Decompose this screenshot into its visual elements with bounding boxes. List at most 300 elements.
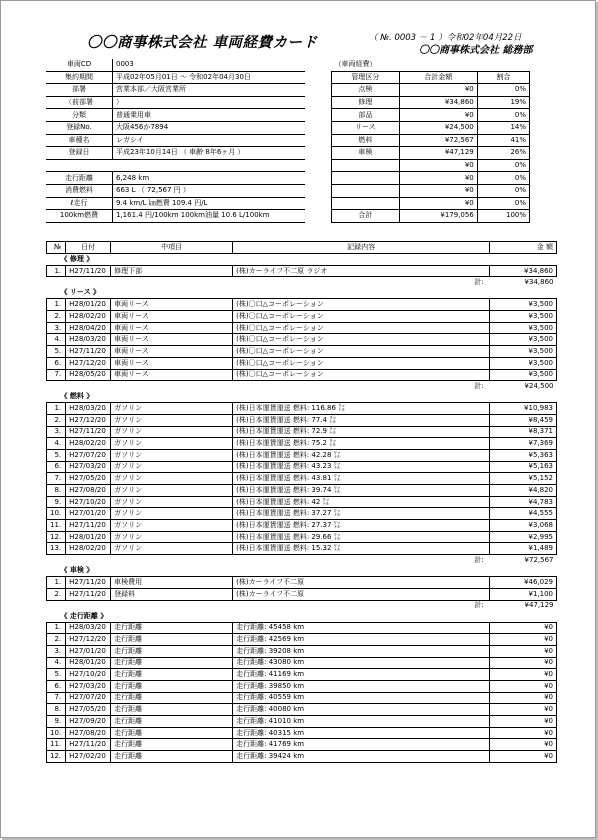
- row-date: H28/01/20: [66, 657, 111, 669]
- row-number: 5.: [47, 346, 66, 358]
- row-description: (株)カーライフ不二原 ラジオ: [233, 265, 490, 277]
- row-description: (株)日本運賃運送 燃料: 27.37 ㍑: [233, 520, 490, 532]
- expense-ratio: 0%: [477, 159, 529, 172]
- column-header: 中項目: [111, 242, 233, 254]
- column-header: 記録内容: [233, 242, 490, 254]
- detail-row: [47, 414, 557, 426]
- row-item: ガソリン: [111, 531, 233, 543]
- row-amount: ¥0: [490, 692, 557, 704]
- row-amount: ¥3,500: [490, 369, 557, 381]
- section-header-row: [47, 611, 557, 623]
- detail-row: [47, 739, 557, 751]
- row-amount: ¥3,068: [490, 520, 557, 532]
- expense-amount: ¥0: [399, 109, 477, 122]
- row-amount: ¥1,489: [490, 543, 557, 555]
- detail-row: [47, 369, 557, 381]
- row-date: H27/12/20: [66, 357, 111, 369]
- expense-header-row: [332, 71, 530, 84]
- expense-category: 修理: [332, 96, 400, 109]
- usage-value: 663 L （ 72,567 円 ）: [113, 184, 306, 197]
- row-item: 走行距離: [111, 751, 233, 763]
- expense-row: [332, 96, 530, 109]
- row-description: (株)日本運賃運送 燃料: 29.66 ㍑: [233, 531, 490, 543]
- row-amount: ¥5,152: [490, 473, 557, 485]
- info-row: [46, 71, 305, 84]
- row-number: 1.: [47, 299, 66, 311]
- usage-row: [46, 210, 305, 223]
- info-value: ）: [113, 96, 306, 109]
- detail-row: [47, 485, 557, 497]
- row-date: H27/02/20: [66, 751, 111, 763]
- info-label: 車両CD: [46, 59, 113, 71]
- row-description: 走行距離: 45458 km: [233, 622, 490, 634]
- column-header: 管理区分: [332, 71, 400, 84]
- expense-category: [332, 159, 400, 172]
- expense-total-row: [332, 210, 530, 223]
- detail-row: [47, 577, 557, 589]
- row-item: ガソリン: [111, 438, 233, 450]
- expense-ratio: 26%: [477, 147, 529, 160]
- info-value: 0003: [113, 59, 306, 71]
- row-date: H27/08/20: [66, 727, 111, 739]
- expense-row: [332, 159, 530, 172]
- expense-ratio: 0%: [477, 184, 529, 197]
- row-number: 4.: [47, 334, 66, 346]
- vehicle-info-table: [46, 59, 305, 223]
- row-date: H28/02/20: [66, 543, 111, 555]
- row-date: H27/07/20: [66, 692, 111, 704]
- row-number: 1.: [47, 265, 66, 277]
- info-label: 分類: [46, 109, 113, 122]
- row-description: (株)日本運賃運送 燃料: 75.2 ㍑: [233, 438, 490, 450]
- subtotal-label: 計:: [474, 277, 484, 286]
- expense-amount: ¥0: [399, 84, 477, 97]
- row-item: ガソリン: [111, 508, 233, 520]
- expense-caption: （車両経費）: [334, 60, 377, 69]
- row-number: 3.: [47, 426, 66, 438]
- row-item: ガソリン: [111, 543, 233, 555]
- row-number: 2.: [47, 588, 66, 600]
- row-amount: ¥0: [490, 751, 557, 763]
- row-date: H27/10/20: [66, 669, 111, 681]
- subtotal-amount: ¥72,567: [524, 555, 554, 564]
- section-title: 《 走行距離 》: [60, 611, 108, 620]
- info-row: [46, 84, 305, 97]
- row-number: 3.: [47, 645, 66, 657]
- row-amount: ¥0: [490, 739, 557, 751]
- row-date: H27/11/20: [66, 265, 111, 277]
- expense-amount: ¥34,860: [399, 96, 477, 109]
- row-description: 走行距離: 40559 km: [233, 692, 490, 704]
- row-number: 6.: [47, 357, 66, 369]
- info-label: 登録日: [46, 147, 113, 160]
- row-amount: ¥0: [490, 645, 557, 657]
- section-title: 《 車検 》: [60, 566, 94, 575]
- row-number: 5.: [47, 669, 66, 681]
- detail-row: [47, 299, 557, 311]
- row-description: 走行距離: 39208 km: [233, 645, 490, 657]
- row-date: H28/02/20: [66, 311, 111, 323]
- usage-row: [46, 172, 305, 185]
- detail-row: [47, 426, 557, 438]
- detail-row: [47, 473, 557, 485]
- column-header: 合計金額: [399, 71, 477, 84]
- row-number: 8.: [47, 485, 66, 497]
- detail-row: [47, 543, 557, 555]
- column-header: 金 額: [490, 242, 557, 254]
- row-number: 12.: [47, 751, 66, 763]
- subtotal-amount: ¥47,129: [524, 601, 554, 609]
- row-item: ガソリン: [111, 449, 233, 461]
- row-date: H27/11/20: [66, 588, 111, 600]
- row-item: 車両リース: [111, 299, 233, 311]
- expense-ratio: 0%: [477, 172, 529, 185]
- info-row: [46, 59, 305, 71]
- row-date: H28/05/20: [66, 369, 111, 381]
- row-number: 2.: [47, 634, 66, 646]
- expense-caption-row: [332, 59, 530, 71]
- row-number: 10.: [47, 727, 66, 739]
- info-label: 車種名: [46, 134, 113, 147]
- expense-category: [332, 172, 400, 185]
- row-description: (株)日本運賃運送 燃料: 39.74 ㍑: [233, 485, 490, 497]
- detail-row: [47, 751, 557, 763]
- detail-row: [47, 622, 557, 634]
- detail-row: [47, 438, 557, 450]
- row-description: 走行距離: 40315 km: [233, 727, 490, 739]
- info-row: [46, 121, 305, 134]
- row-description: (株)日本運賃運送 燃料: 43.23 ㍑: [233, 461, 490, 473]
- info-row: [46, 134, 305, 147]
- detail-row: [47, 704, 557, 716]
- row-date: H27/11/20: [66, 520, 111, 532]
- row-amount: ¥3,500: [490, 334, 557, 346]
- info-value: 営業本部／大阪営業所: [113, 84, 306, 97]
- expense-category: 車検: [332, 147, 400, 160]
- row-date: H28/02/20: [66, 438, 111, 450]
- row-item: 走行距離: [111, 704, 233, 716]
- row-item: ガソリン: [111, 461, 233, 473]
- expense-row: [332, 84, 530, 97]
- section-header-row: [47, 253, 557, 265]
- row-number: 4.: [47, 438, 66, 450]
- detail-row: [47, 716, 557, 728]
- info-value: レガシイ: [113, 134, 306, 147]
- row-description: (株)〇口△コーポレーション: [233, 346, 490, 358]
- row-date: H27/01/20: [66, 645, 111, 657]
- section-header-row: [47, 287, 557, 299]
- detail-row: [47, 727, 557, 739]
- row-amount: ¥10,983: [490, 403, 557, 415]
- row-item: 走行距離: [111, 622, 233, 634]
- expense-row: [332, 109, 530, 122]
- row-date: H27/11/20: [66, 577, 111, 589]
- total-ratio: 100%: [477, 210, 529, 223]
- row-item: ガソリン: [111, 426, 233, 438]
- row-number: 12.: [47, 531, 66, 543]
- row-item: 車両リース: [111, 334, 233, 346]
- row-description: (株)〇口△コーポレーション: [233, 311, 490, 323]
- detail-row: [47, 645, 557, 657]
- expense-ratio: 41%: [477, 134, 529, 147]
- row-number: 3.: [47, 322, 66, 334]
- expense-summary-table: [331, 59, 530, 223]
- section-header-row: [47, 565, 557, 577]
- row-date: H27/10/20: [66, 496, 111, 508]
- section-title: 《 修理 》: [60, 254, 94, 263]
- row-amount: ¥4,783: [490, 496, 557, 508]
- row-date: H27/03/20: [66, 680, 111, 692]
- detail-row: [47, 657, 557, 669]
- row-item: ガソリン: [111, 403, 233, 415]
- usage-label: 100km燃費: [46, 210, 113, 223]
- row-date: H27/12/20: [66, 634, 111, 646]
- row-date: H27/05/20: [66, 704, 111, 716]
- row-description: 走行距離: 39850 km: [233, 680, 490, 692]
- row-date: H28/03/20: [66, 334, 111, 346]
- page-title: 〇〇商事株式会社 車両経費カード: [87, 35, 318, 51]
- row-amount: ¥3,500: [490, 322, 557, 334]
- row-item: ガソリン: [111, 414, 233, 426]
- info-label: 登録No.: [46, 121, 113, 134]
- row-item: 車両リース: [111, 369, 233, 381]
- row-amount: ¥0: [490, 727, 557, 739]
- info-value: 大阪456か7894: [113, 121, 306, 134]
- row-amount: ¥8,459: [490, 414, 557, 426]
- expense-amount: ¥72,567: [399, 134, 477, 147]
- spacer-row: [47, 762, 557, 768]
- row-description: 走行距離: 40080 km: [233, 704, 490, 716]
- row-description: 走行距離: 41169 km: [233, 669, 490, 681]
- row-amount: ¥5,363: [490, 449, 557, 461]
- expense-category: [332, 197, 400, 210]
- row-amount: ¥3,500: [490, 357, 557, 369]
- row-item: 走行距離: [111, 716, 233, 728]
- expense-category: リース: [332, 121, 400, 134]
- detail-row: [47, 508, 557, 520]
- detail-row: [47, 520, 557, 532]
- row-item: 車両リース: [111, 311, 233, 323]
- row-amount: ¥5,163: [490, 461, 557, 473]
- row-date: H28/01/20: [66, 531, 111, 543]
- row-amount: ¥0: [490, 704, 557, 716]
- row-number: 4.: [47, 657, 66, 669]
- expense-category: 点検: [332, 84, 400, 97]
- detail-row: [47, 265, 557, 277]
- usage-value: 9.4 km/L ㎞燃費 109.4 円/L: [113, 197, 306, 210]
- row-item: ガソリン: [111, 485, 233, 497]
- row-number: 11.: [47, 520, 66, 532]
- row-date: H27/01/20: [66, 508, 111, 520]
- section-subtotal-row: [47, 555, 557, 566]
- section-header-row: [47, 391, 557, 403]
- row-amount: ¥46,029: [490, 577, 557, 589]
- usage-row: [46, 184, 305, 197]
- row-description: (株)〇口△コーポレーション: [233, 357, 490, 369]
- expense-ratio: 14%: [477, 121, 529, 134]
- row-amount: ¥3,500: [490, 299, 557, 311]
- row-number: 1.: [47, 577, 66, 589]
- row-item: 走行距離: [111, 680, 233, 692]
- row-number: 13.: [47, 543, 66, 555]
- expense-row: [332, 134, 530, 147]
- row-date: H27/12/20: [66, 414, 111, 426]
- detail-row: [47, 322, 557, 334]
- row-date: H28/03/20: [66, 622, 111, 634]
- subtotal-amount: ¥24,500: [524, 381, 554, 390]
- row-number: 9.: [47, 496, 66, 508]
- row-item: 登録料: [111, 588, 233, 600]
- expense-ratio: 19%: [477, 96, 529, 109]
- row-description: (株)カーライフ不二原: [233, 577, 490, 589]
- detail-row: [47, 346, 557, 358]
- row-amount: ¥34,860: [490, 265, 557, 277]
- expense-amount: ¥0: [399, 184, 477, 197]
- row-description: (株)〇口△コーポレーション: [233, 322, 490, 334]
- row-date: H27/11/20: [66, 739, 111, 751]
- detail-row: [47, 588, 557, 600]
- row-description: (株)〇口△コーポレーション: [233, 299, 490, 311]
- detail-table: [46, 241, 557, 768]
- section-subtotal-row: [47, 381, 557, 392]
- row-description: (株)日本運賃運送 燃料: 42 ㍑: [233, 496, 490, 508]
- expense-ratio: 0%: [477, 84, 529, 97]
- row-description: (株)日本運賃運送 燃料: 42.28 ㍑: [233, 449, 490, 461]
- row-number: 1.: [47, 403, 66, 415]
- section-subtotal-row: [47, 600, 557, 611]
- expense-ratio: 0%: [477, 197, 529, 210]
- detail-row: [47, 311, 557, 323]
- row-description: (株)日本運賃運送 燃料: 15.32 ㍑: [233, 543, 490, 555]
- detail-header-row: [47, 242, 557, 254]
- row-description: (株)日本運賃運送 燃料: 72.9 ㍑: [233, 426, 490, 438]
- detail-row: [47, 531, 557, 543]
- total-label: 合計: [332, 210, 400, 223]
- expense-ratio: 0%: [477, 109, 529, 122]
- info-row: [46, 96, 305, 109]
- row-number: 11.: [47, 739, 66, 751]
- row-description: 走行距離: 41769 km: [233, 739, 490, 751]
- row-date: H28/04/20: [66, 322, 111, 334]
- row-item: 車両リース: [111, 322, 233, 334]
- usage-label: 走行距離: [46, 172, 113, 185]
- detail-row: [47, 680, 557, 692]
- row-item: ガソリン: [111, 496, 233, 508]
- row-item: 車両リース: [111, 346, 233, 358]
- row-number: 5.: [47, 449, 66, 461]
- section-subtotal-row: [47, 277, 557, 288]
- row-item: 車検費用: [111, 577, 233, 589]
- total-amount: ¥179,056: [399, 210, 477, 223]
- info-label: （前部署: [46, 96, 113, 109]
- expense-row: [332, 121, 530, 134]
- row-date: H28/01/20: [66, 299, 111, 311]
- expense-category: 燃料: [332, 134, 400, 147]
- usage-value: 6,248 km: [113, 172, 306, 185]
- row-amount: ¥3,500: [490, 346, 557, 358]
- row-amount: ¥1,100: [490, 588, 557, 600]
- info-row: [46, 109, 305, 122]
- usage-row: [46, 197, 305, 210]
- row-item: 走行距離: [111, 727, 233, 739]
- row-number: 2.: [47, 414, 66, 426]
- row-date: H28/03/20: [66, 403, 111, 415]
- detail-row: [47, 449, 557, 461]
- row-date: H27/03/20: [66, 461, 111, 473]
- row-description: (株)日本運賃運送 燃料: 77.4 ㍑: [233, 414, 490, 426]
- row-date: H27/05/20: [66, 473, 111, 485]
- row-description: (株)カーライフ不二原: [233, 588, 490, 600]
- row-number: 6.: [47, 461, 66, 473]
- detail-row: [47, 403, 557, 415]
- info-value: 平成02年05月01日 ～ 令和02年04月30日: [113, 71, 306, 84]
- detail-row: [47, 496, 557, 508]
- row-amount: ¥0: [490, 669, 557, 681]
- row-number: 7.: [47, 692, 66, 704]
- row-number: 7.: [47, 473, 66, 485]
- detail-row: [47, 669, 557, 681]
- detail-row: [47, 634, 557, 646]
- row-date: H27/07/20: [66, 449, 111, 461]
- expense-amount: ¥0: [399, 159, 477, 172]
- expense-category: 部品: [332, 109, 400, 122]
- detail-row: [47, 461, 557, 473]
- row-description: (株)〇口△コーポレーション: [233, 369, 490, 381]
- usage-label: ℓ走行: [46, 197, 113, 210]
- row-description: 走行距離: 39424 km: [233, 751, 490, 763]
- row-amount: ¥0: [490, 657, 557, 669]
- row-number: 9.: [47, 716, 66, 728]
- row-number: 1.: [47, 622, 66, 634]
- row-amount: ¥0: [490, 622, 557, 634]
- row-description: (株)日本運賃運送 燃料: 116.86 ㍑: [233, 403, 490, 415]
- row-description: 走行距離: 43080 km: [233, 657, 490, 669]
- expense-amount: ¥24,500: [399, 121, 477, 134]
- detail-row: [47, 357, 557, 369]
- usage-value: 1,161.4 円/100km 100km油量 10.6 L/100km: [113, 210, 306, 223]
- section-title: 《 リース 》: [60, 288, 101, 297]
- section-title: 《 燃料 》: [60, 392, 94, 401]
- row-item: 走行距離: [111, 645, 233, 657]
- expense-row: [332, 184, 530, 197]
- detail-row: [47, 334, 557, 346]
- row-amount: ¥7,369: [490, 438, 557, 450]
- row-amount: ¥4,555: [490, 508, 557, 520]
- column-header: 割合: [477, 71, 529, 84]
- row-amount: ¥3,500: [490, 311, 557, 323]
- row-description: (株)日本運賃運送 燃料: 37.27 ㍑: [233, 508, 490, 520]
- row-description: (株)日本運賃運送 燃料: 43.81 ㍑: [233, 473, 490, 485]
- row-number: 7.: [47, 369, 66, 381]
- row-description: 走行距離: 42569 km: [233, 634, 490, 646]
- row-item: 車両リース: [111, 357, 233, 369]
- row-amount: ¥2,995: [490, 531, 557, 543]
- column-header: №: [47, 242, 66, 254]
- expense-category: [332, 184, 400, 197]
- info-row: [46, 147, 305, 160]
- column-header: 日付: [66, 242, 111, 254]
- row-item: ガソリン: [111, 473, 233, 485]
- subtotal-amount: ¥34,860: [524, 277, 554, 286]
- expense-row: [332, 147, 530, 160]
- detail-row: [47, 692, 557, 704]
- subtotal-label: 計:: [474, 601, 484, 609]
- row-item: 走行距離: [111, 692, 233, 704]
- row-date: H27/11/20: [66, 426, 111, 438]
- expense-amount: ¥47,129: [399, 147, 477, 160]
- company-department: 〇〇商事株式会社 総務部: [419, 45, 533, 56]
- row-description: 走行距離: 41010 km: [233, 716, 490, 728]
